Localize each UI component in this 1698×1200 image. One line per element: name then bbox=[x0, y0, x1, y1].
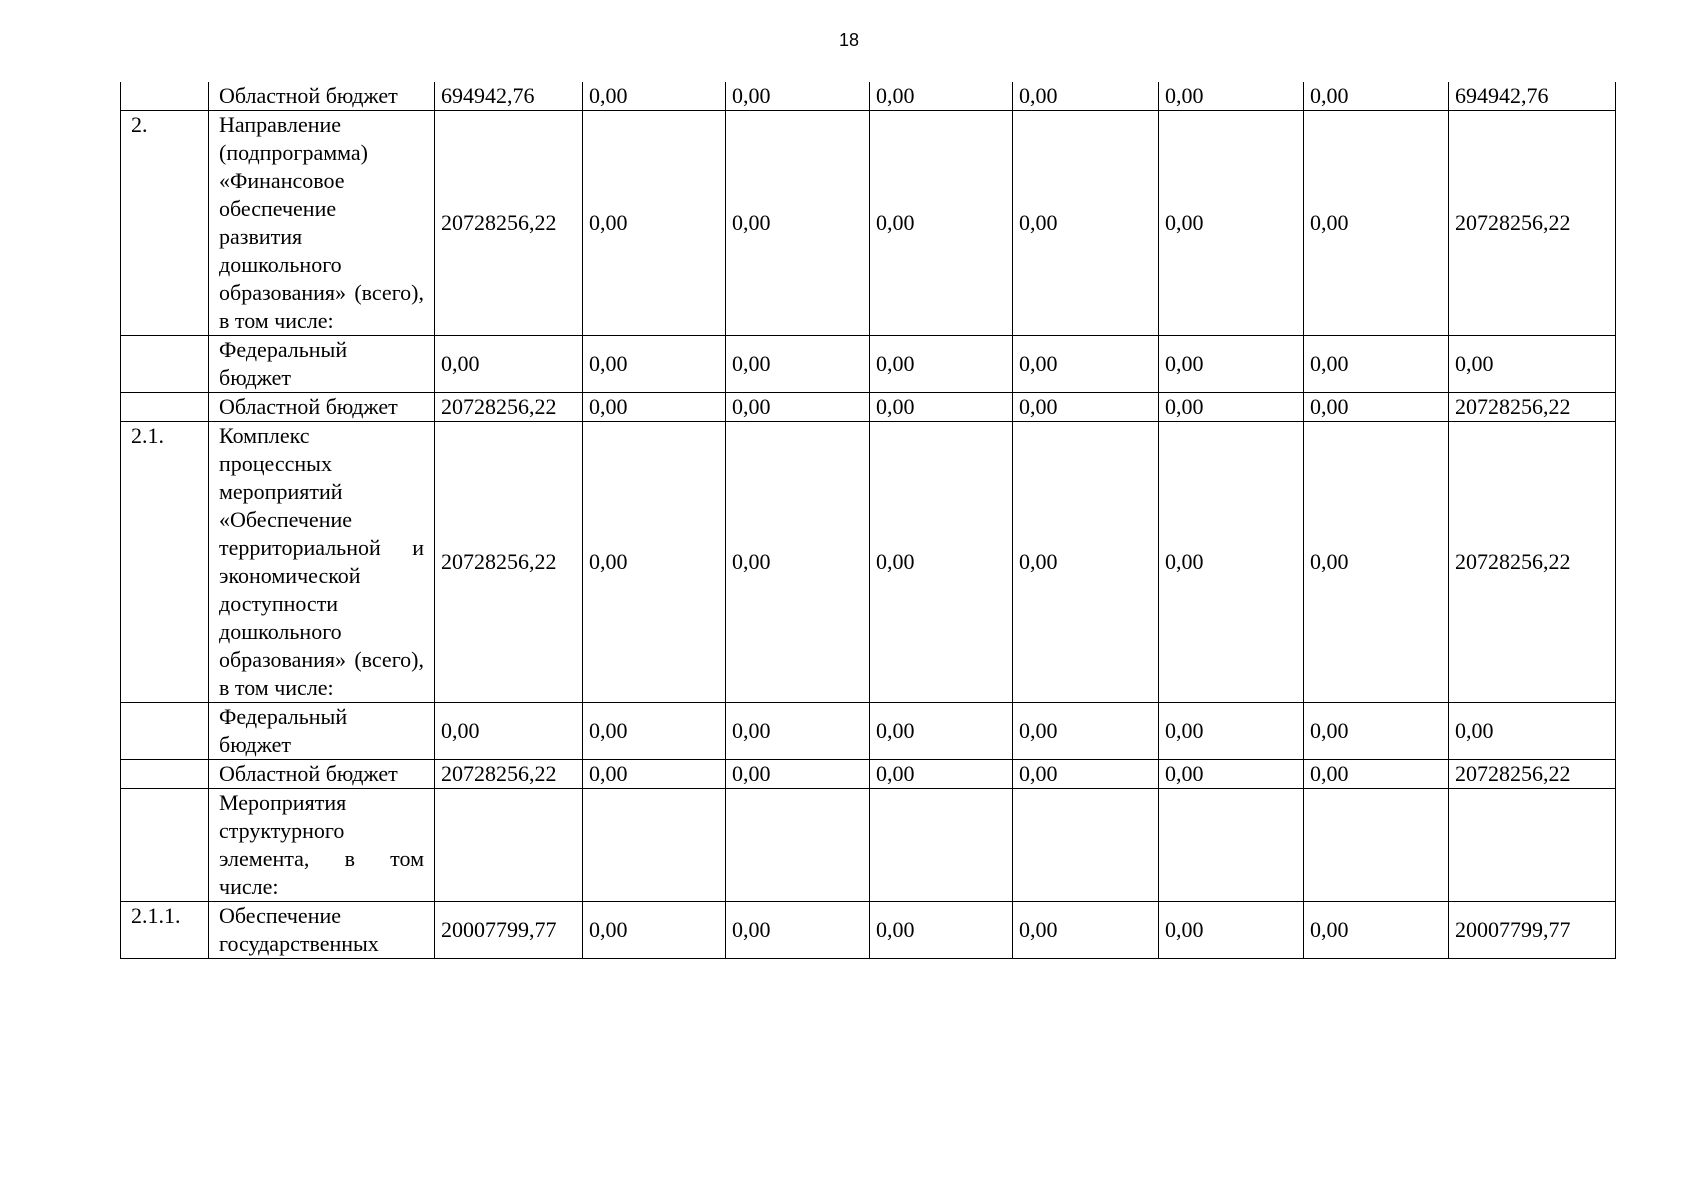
value-cell bbox=[1449, 789, 1616, 902]
value-cell: 0,00 bbox=[870, 422, 1013, 703]
value-cell: 0,00 bbox=[1159, 82, 1304, 111]
row-name-cell: Мероприятия структурного элемента, в том числе: bbox=[209, 789, 435, 902]
value-cell: 0,00 bbox=[1304, 902, 1449, 959]
value-cell: 0,00 bbox=[1304, 422, 1449, 703]
value-cell bbox=[1013, 789, 1159, 902]
value-cell bbox=[583, 789, 726, 902]
value-cell: 0,00 bbox=[1013, 760, 1159, 789]
value-cell: 0,00 bbox=[583, 393, 726, 422]
value-cell: 0,00 bbox=[583, 902, 726, 959]
budget-table bbox=[120, 82, 1616, 959]
value-cell: 0,00 bbox=[726, 760, 870, 789]
value-cell: 694942,76 bbox=[435, 82, 583, 111]
table-row bbox=[121, 703, 1616, 760]
value-cell: 0,00 bbox=[1013, 703, 1159, 760]
value-cell: 0,00 bbox=[1159, 422, 1304, 703]
value-cell: 0,00 bbox=[1159, 703, 1304, 760]
value-cell: 0,00 bbox=[726, 703, 870, 760]
value-cell: 0,00 bbox=[1013, 82, 1159, 111]
value-cell: 0,00 bbox=[726, 336, 870, 393]
value-cell: 0,00 bbox=[1013, 393, 1159, 422]
value-cell: 20728256,22 bbox=[435, 111, 583, 336]
value-cell bbox=[726, 789, 870, 902]
value-cell: 0,00 bbox=[583, 422, 726, 703]
value-cell: 0,00 bbox=[1449, 336, 1616, 393]
row-number-cell bbox=[121, 703, 209, 760]
value-cell: 0,00 bbox=[870, 82, 1013, 111]
value-cell: 694942,76 bbox=[1449, 82, 1616, 111]
row-name-cell: Областной бюджет bbox=[209, 393, 435, 422]
value-cell: 20728256,22 bbox=[1449, 393, 1616, 422]
value-cell: 0,00 bbox=[1449, 703, 1616, 760]
table-row bbox=[121, 336, 1616, 393]
value-cell: 0,00 bbox=[726, 902, 870, 959]
value-cell: 0,00 bbox=[1159, 393, 1304, 422]
value-cell: 0,00 bbox=[435, 703, 583, 760]
value-cell: 0,00 bbox=[870, 902, 1013, 959]
page-number: 18 bbox=[838, 30, 860, 50]
value-cell: 0,00 bbox=[870, 111, 1013, 336]
value-cell: 0,00 bbox=[1013, 422, 1159, 703]
value-cell: 20728256,22 bbox=[1449, 422, 1616, 703]
value-cell bbox=[1304, 789, 1449, 902]
value-cell: 0,00 bbox=[1304, 82, 1449, 111]
value-cell: 0,00 bbox=[1304, 703, 1449, 760]
row-name-cell: Федеральный бюджет bbox=[209, 336, 435, 393]
value-cell: 0,00 bbox=[870, 393, 1013, 422]
row-name-cell: Федеральный бюджет bbox=[209, 703, 435, 760]
value-cell: 0,00 bbox=[726, 422, 870, 703]
value-cell: 0,00 bbox=[583, 703, 726, 760]
table-row bbox=[121, 82, 1616, 111]
value-cell: 20728256,22 bbox=[435, 393, 583, 422]
value-cell: 0,00 bbox=[583, 82, 726, 111]
value-cell: 0,00 bbox=[870, 336, 1013, 393]
value-cell bbox=[435, 789, 583, 902]
row-number-cell bbox=[121, 760, 209, 789]
value-cell: 0,00 bbox=[1304, 760, 1449, 789]
table-row bbox=[121, 902, 1616, 959]
table-row bbox=[121, 760, 1616, 789]
value-cell: 0,00 bbox=[1159, 336, 1304, 393]
value-cell: 0,00 bbox=[1304, 393, 1449, 422]
value-cell: 0,00 bbox=[726, 393, 870, 422]
value-cell: 0,00 bbox=[1304, 111, 1449, 336]
value-cell: 20728256,22 bbox=[1449, 760, 1616, 789]
value-cell: 0,00 bbox=[583, 760, 726, 789]
value-cell: 0,00 bbox=[870, 760, 1013, 789]
value-cell: 0,00 bbox=[726, 111, 870, 336]
table-row bbox=[121, 111, 1616, 336]
value-cell: 0,00 bbox=[1013, 111, 1159, 336]
row-name-cell: Комплекс процессных мероприятий «Обеспечение территориальной и экономической доступности дошкольного образования» (всего), в том числе: bbox=[209, 422, 435, 703]
value-cell: 20007799,77 bbox=[1449, 902, 1616, 959]
row-number-cell bbox=[121, 336, 209, 393]
value-cell: 0,00 bbox=[870, 703, 1013, 760]
row-number-cell bbox=[121, 82, 209, 111]
table-row bbox=[121, 422, 1616, 703]
value-cell: 0,00 bbox=[1159, 902, 1304, 959]
row-number-cell: 2. bbox=[121, 111, 209, 336]
value-cell: 0,00 bbox=[1013, 336, 1159, 393]
row-number-cell bbox=[121, 789, 209, 902]
value-cell: 0,00 bbox=[726, 82, 870, 111]
row-name-cell: Направление (подпрограмма) «Финансовое обеспечение развития дошкольного образования» (всего), в том числе: bbox=[209, 111, 435, 336]
value-cell: 0,00 bbox=[435, 336, 583, 393]
value-cell: 0,00 bbox=[583, 111, 726, 336]
value-cell: 0,00 bbox=[1159, 760, 1304, 789]
value-cell bbox=[870, 789, 1013, 902]
row-name-cell: Областной бюджет bbox=[209, 82, 435, 111]
value-cell: 0,00 bbox=[583, 336, 726, 393]
row-number-cell: 2.1. bbox=[121, 422, 209, 703]
row-name-cell: Обеспечение государственных bbox=[209, 902, 435, 959]
value-cell: 0,00 bbox=[1159, 111, 1304, 336]
value-cell: 20728256,22 bbox=[1449, 111, 1616, 336]
value-cell: 20007799,77 bbox=[435, 902, 583, 959]
budget-table-body bbox=[121, 82, 1616, 959]
value-cell: 0,00 bbox=[1013, 902, 1159, 959]
table-row bbox=[121, 789, 1616, 902]
value-cell: 20728256,22 bbox=[435, 422, 583, 703]
value-cell bbox=[1159, 789, 1304, 902]
row-name-cell: Областной бюджет bbox=[209, 760, 435, 789]
row-number-cell bbox=[121, 393, 209, 422]
row-number-cell: 2.1.1. bbox=[121, 902, 209, 959]
value-cell: 20728256,22 bbox=[435, 760, 583, 789]
value-cell: 0,00 bbox=[1304, 336, 1449, 393]
table-row bbox=[121, 393, 1616, 422]
